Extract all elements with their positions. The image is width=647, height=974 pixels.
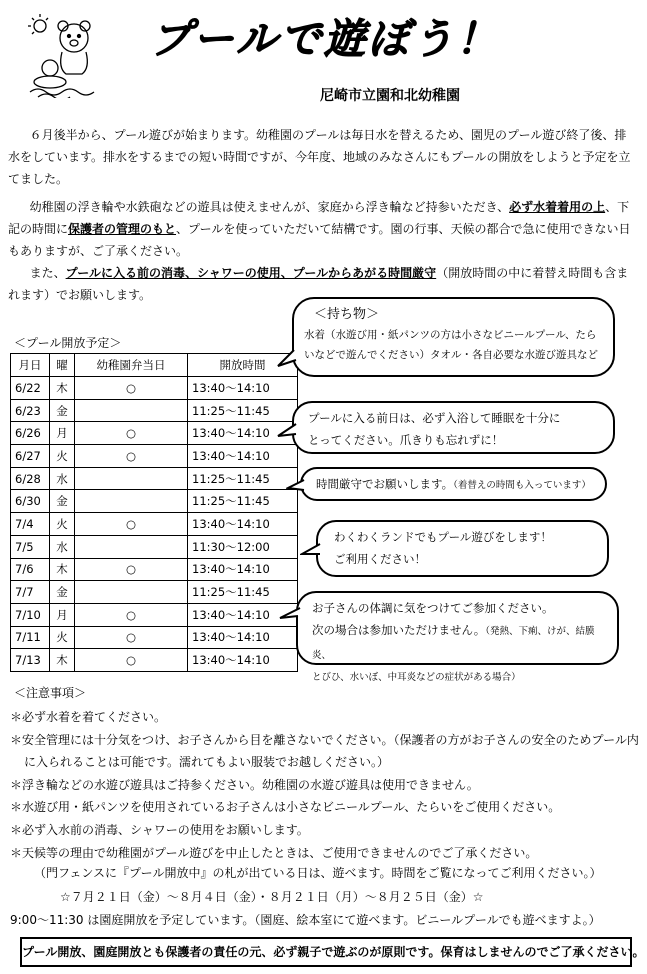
row-lunch-mark bbox=[75, 535, 188, 558]
row-day: 火 bbox=[50, 445, 75, 468]
row-open-time: 13:40～14:10 bbox=[188, 558, 298, 581]
note-open-dates: ☆７月２１日（金）～８月４日（金）・８月２１日（月）～８月２５日（金）☆ bbox=[60, 890, 484, 904]
note-item: ＊水遊び用・紙パンツを使用されているお子さんは小さなビニールプール、たらいをご使用ください。 bbox=[10, 800, 561, 815]
bubble-health bbox=[296, 591, 619, 683]
row-open-time: 11:25～11:45 bbox=[188, 399, 298, 422]
bubble-bath bbox=[292, 401, 615, 454]
health-note-b: とびひ、水いぼ、中耳炎などの症状がある場合） bbox=[312, 672, 521, 683]
row-open-time: 11:30～12:00 bbox=[188, 535, 298, 558]
school-name: 尼崎市立園和北幼稚園 bbox=[320, 88, 460, 104]
row-lunch-mark bbox=[75, 467, 188, 490]
health-line-2 bbox=[312, 619, 603, 667]
bubble-waku-land bbox=[316, 520, 609, 577]
header-open-time: 開放時間 bbox=[188, 354, 298, 377]
row-date: 7/11 bbox=[11, 626, 50, 649]
row-day: 月 bbox=[50, 422, 75, 445]
notes-list bbox=[10, 706, 640, 864]
health-note-a: （発熱、下痢、けが、結膜炎、 bbox=[312, 626, 595, 661]
bubble-tail-3-icon bbox=[286, 476, 306, 496]
intro-paragraph-1: ６月後半から、プール遊びが始まります。幼稚園のプールは毎日水を替えるため、園児のプール遊び終了後、排水をしています。排水をするまでの短い時間ですが、今年度、地域のみなさんにもプールの開放をしようと予定を立てました。 bbox=[8, 128, 631, 186]
row-lunch-mark: ○ bbox=[75, 558, 188, 581]
row-date: 7/6 bbox=[11, 558, 50, 581]
row-open-time: 11:25～11:45 bbox=[188, 581, 298, 604]
row-lunch-mark: ○ bbox=[75, 513, 188, 536]
row-day: 木 bbox=[50, 649, 75, 672]
table-row bbox=[11, 399, 298, 422]
p3-emphasis-rules: プールに入る前の消毒、シャワーの使用、プールからあがる時間厳守 bbox=[65, 266, 437, 280]
row-lunch-mark: ○ bbox=[75, 603, 188, 626]
row-date: 6/22 bbox=[11, 377, 50, 400]
intro-paragraph-2 bbox=[8, 196, 638, 262]
page-title: プールで遊ぼう！ bbox=[150, 15, 500, 63]
row-lunch-mark: ○ bbox=[75, 445, 188, 468]
p2-emphasis-guardian: 保護者の管理のもと bbox=[68, 222, 177, 236]
header-date: 月日 bbox=[11, 354, 50, 377]
row-lunch-mark: ○ bbox=[75, 422, 188, 445]
row-date: 6/26 bbox=[11, 422, 50, 445]
note-item: ＊天候等の理由で幼稚園がプール遊びを中止したときは、ご使用できませんのでご了承ください。 bbox=[10, 845, 538, 860]
bath-line-1: プールに入る前日は、必ず入浴して睡眠を十分に bbox=[308, 411, 561, 425]
row-date: 6/27 bbox=[11, 445, 50, 468]
row-date: 7/5 bbox=[11, 535, 50, 558]
waku-line-1: わくわくランドでもプール遊びをします！ bbox=[334, 530, 552, 544]
table-row bbox=[11, 558, 298, 581]
footer-notice: プール開放、園庭開放とも保護者の責任の元、必ず親子で遊ぶのが原則です。保育はしませんのでご了承ください。 bbox=[20, 937, 632, 967]
belongings-body: 水着（水遊び用・紙パンツの方は小さなビニールプール、たらいなどで遊んでください）タオル・各自必要な水遊び遊具など bbox=[304, 329, 598, 361]
health-line-1: お子さんの体調に気をつけてご参加ください。 bbox=[312, 601, 554, 615]
punctuality-main: 時間厳守でお願いします。 bbox=[316, 477, 454, 491]
row-date: 7/10 bbox=[11, 603, 50, 626]
waku-line-2: ご利用ください！ bbox=[334, 552, 426, 566]
bubble-tail-2-icon bbox=[276, 420, 298, 444]
bubble-tail-4-icon bbox=[300, 540, 322, 562]
row-lunch-mark: ○ bbox=[75, 649, 188, 672]
note-item: ＊安全管理には十分気をつけ、お子さんから目を離さないでください。（保護者の方がお子さんの安全のためプール内に入られることは可能です。濡れてもよい服装でお越しください。） bbox=[10, 732, 639, 770]
row-day: 金 bbox=[50, 581, 75, 604]
table-row bbox=[11, 467, 298, 490]
bear-pool-illustration-icon bbox=[28, 12, 96, 98]
p2-text-e: 、プールを使っていただいて結構です。園の行事、天候の都合で急に使用できない日もありますが、ご了承ください。 bbox=[8, 222, 631, 258]
note-item: ＊必ず入水前の消毒、シャワーの使用をお願いします。 bbox=[10, 822, 309, 837]
row-lunch-mark: ○ bbox=[75, 626, 188, 649]
row-lunch-mark: ○ bbox=[75, 377, 188, 400]
table-row bbox=[11, 490, 298, 513]
row-day: 水 bbox=[50, 467, 75, 490]
note-gate-sign: （門フェンスに『プール開放中』の札が出ている日は、遊べます。時間をご覧になってご利用ください。） bbox=[34, 866, 602, 880]
table-row bbox=[11, 535, 298, 558]
bubble-tail-5-icon bbox=[278, 596, 302, 620]
row-day: 月 bbox=[50, 603, 75, 626]
row-open-time: 13:40～14:10 bbox=[188, 603, 298, 626]
row-open-time: 11:25～11:45 bbox=[188, 467, 298, 490]
row-open-time: 13:40～14:10 bbox=[188, 422, 298, 445]
row-lunch-mark bbox=[75, 490, 188, 513]
p3-text-a: また、 bbox=[29, 266, 66, 280]
row-open-time: 13:40～14:10 bbox=[188, 649, 298, 672]
bath-line-2: とってください。爪きりも忘れずに！ bbox=[308, 433, 504, 447]
row-day: 金 bbox=[50, 399, 75, 422]
row-open-time: 11:25～11:45 bbox=[188, 490, 298, 513]
table-row bbox=[11, 649, 298, 672]
row-date: 7/13 bbox=[11, 649, 50, 672]
table-row bbox=[11, 626, 298, 649]
table-row bbox=[11, 445, 298, 468]
row-date: 7/4 bbox=[11, 513, 50, 536]
schedule-table bbox=[10, 353, 298, 672]
belongings-title: ＜持ち物＞ bbox=[314, 307, 380, 322]
note-item: ＊必ず水着を着てください。 bbox=[10, 710, 167, 724]
row-day: 木 bbox=[50, 377, 75, 400]
row-date: 7/7 bbox=[11, 581, 50, 604]
p2-text-c: 、下記の時間に bbox=[8, 200, 630, 236]
row-open-time: 13:40～14:10 bbox=[188, 445, 298, 468]
row-date: 6/30 bbox=[11, 490, 50, 513]
schedule-title: ＜プール開放予定＞ bbox=[14, 336, 122, 350]
row-day: 火 bbox=[50, 626, 75, 649]
table-row bbox=[11, 581, 298, 604]
row-open-time: 13:40～14:10 bbox=[188, 377, 298, 400]
row-lunch-mark bbox=[75, 399, 188, 422]
row-day: 火 bbox=[50, 513, 75, 536]
row-day: 金 bbox=[50, 490, 75, 513]
bubble-punctuality bbox=[300, 467, 607, 501]
row-open-time: 13:40～14:10 bbox=[188, 626, 298, 649]
p2-emphasis-swimsuit: 必ず水着着用の上 bbox=[509, 200, 606, 214]
bubble-tail-1-icon bbox=[276, 348, 298, 372]
p3-text-c: （開放時間の中に着替え時間も含まれます）でお願いします。 bbox=[8, 266, 629, 302]
row-day: 木 bbox=[50, 558, 75, 581]
note-item: ＊浮き輪などの水遊び遊具はご持参ください。幼稚園の水遊び遊具は使用できません。 bbox=[10, 777, 479, 792]
table-row bbox=[11, 422, 298, 445]
table-row bbox=[11, 603, 298, 626]
notes-title: ＜注意事項＞ bbox=[14, 686, 87, 700]
row-date: 6/23 bbox=[11, 399, 50, 422]
punctuality-note: （着替えの時間も入っています） bbox=[453, 480, 591, 491]
bubble-belongings bbox=[292, 297, 615, 377]
p2-text-a: 幼稚園の浮き輪や水鉄砲などの遊具は使えませんが、家庭から浮き輪など持参いただき、 bbox=[29, 200, 510, 214]
row-lunch-mark bbox=[75, 581, 188, 604]
header-lunch-day: 幼稚園弁当日 bbox=[75, 354, 188, 377]
schedule-header-row bbox=[11, 354, 298, 377]
row-open-time: 13:40～14:10 bbox=[188, 513, 298, 536]
row-day: 水 bbox=[50, 535, 75, 558]
note-yard-open: 9:00～11:30 は園庭開放を予定しています。（園庭、絵本室にて遊べます。ビニールプールでも遊べますよ。） bbox=[10, 913, 601, 927]
header-day: 曜 bbox=[50, 354, 75, 377]
table-row bbox=[11, 513, 298, 536]
row-date: 6/28 bbox=[11, 467, 50, 490]
table-row bbox=[11, 377, 298, 400]
health-line-2-text: 次の場合は参加いただけません。 bbox=[312, 623, 486, 637]
